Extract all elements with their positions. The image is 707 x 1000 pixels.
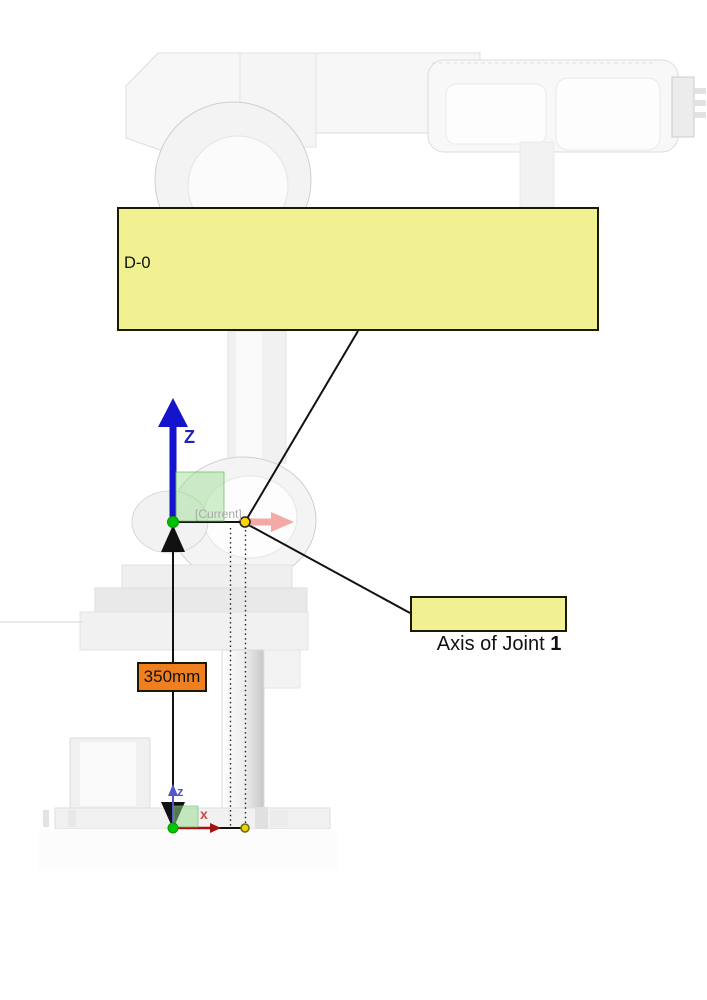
robot-tool-flange bbox=[672, 77, 694, 137]
base-frame-square bbox=[174, 806, 198, 827]
robot-base-column bbox=[222, 650, 264, 808]
axis-of-joint1-label-box bbox=[410, 596, 567, 655]
base-frame-origin-dot bbox=[168, 823, 178, 833]
robot-base-band-3 bbox=[80, 612, 308, 650]
robot-wrist-pod-b bbox=[556, 78, 660, 150]
robot-flange-rib bbox=[694, 100, 706, 106]
x-axis-label-base: x bbox=[200, 806, 208, 822]
z-axis-label-upper: Z bbox=[184, 427, 195, 447]
robot-flange-tab bbox=[255, 807, 268, 829]
current-frame-label: [Current] bbox=[195, 507, 242, 521]
robot-base-band-2 bbox=[95, 588, 307, 612]
callout-d0-title: D-0 bbox=[124, 254, 151, 272]
robot-base-motor-box-face bbox=[80, 742, 136, 806]
robot-base-band-1 bbox=[122, 565, 292, 588]
robot-model bbox=[0, 53, 706, 869]
current-frame-z-arrowhead bbox=[158, 398, 188, 427]
dimension-350mm-box: 350mm bbox=[137, 662, 207, 692]
axis-of-joint1-label-number: 1 bbox=[550, 633, 562, 655]
robot-flange-tab bbox=[68, 810, 76, 827]
robot-base-column-step bbox=[264, 650, 300, 688]
robot-wrist-pod-a bbox=[446, 84, 546, 144]
axis-of-joint1-label-text: Axis of Joint bbox=[436, 633, 551, 655]
current-frame-origin-dot bbox=[168, 517, 179, 528]
robot-flange-tab bbox=[270, 810, 288, 827]
joint1-axis-base-dot bbox=[241, 824, 249, 832]
callout-d0-box bbox=[117, 207, 599, 331]
robot-flange-rib bbox=[694, 112, 706, 118]
robot-flange-rib bbox=[694, 88, 706, 94]
robot-flange-tab bbox=[43, 810, 49, 827]
robot-upper-strip bbox=[520, 142, 554, 207]
robot-pedestal bbox=[38, 829, 338, 869]
z-axis-label-base: z bbox=[177, 784, 184, 799]
robot-mid-column-highlight bbox=[236, 332, 262, 460]
